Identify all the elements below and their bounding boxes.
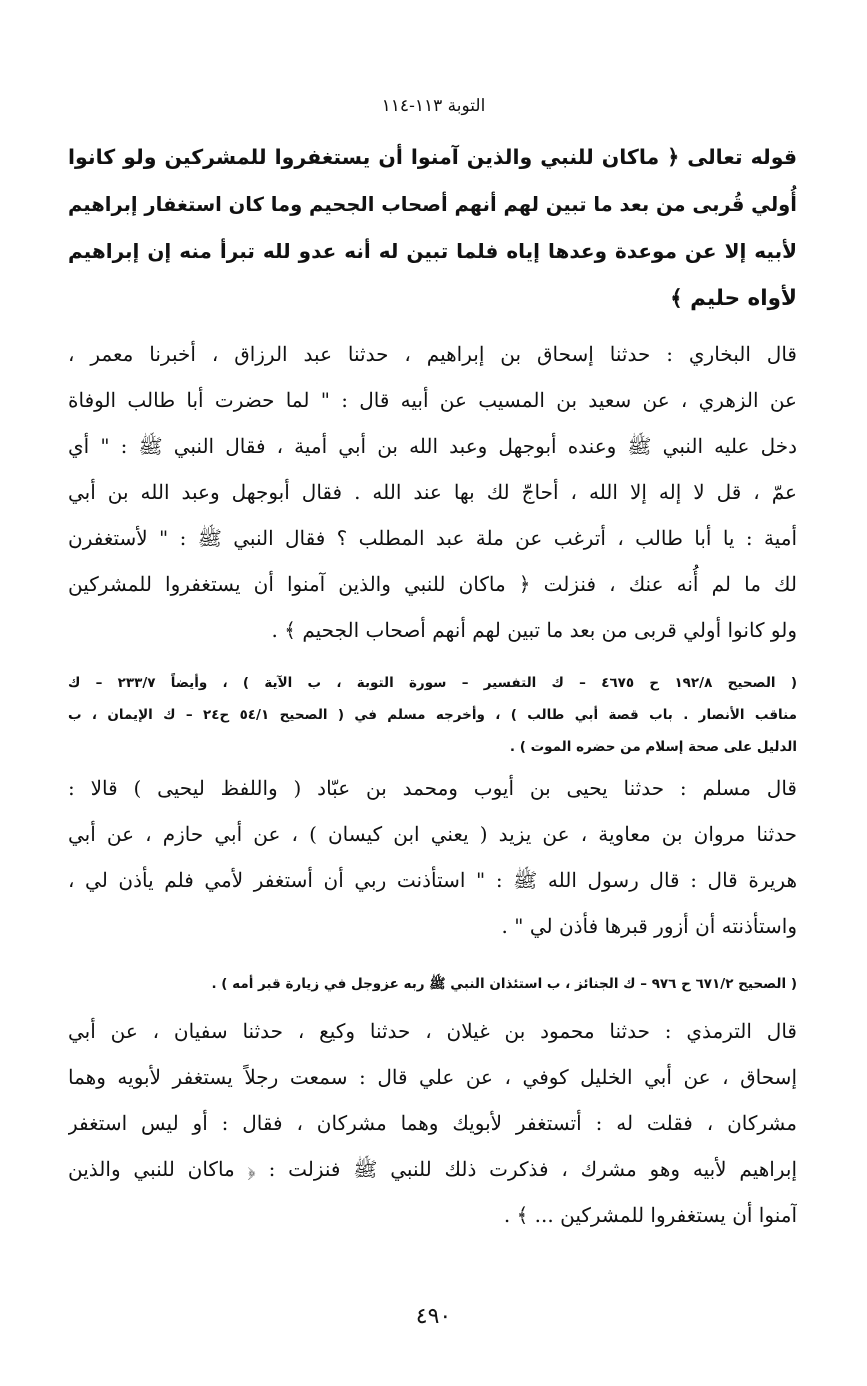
- verse-line: لأبيه إلا عن موعدة وعدها إياه فلما تبين له أنه عدو لله تبرأ منه إن إبراهيم: [68, 239, 797, 263]
- verse-block: [68, 134, 797, 322]
- hadith-line: قال الترمذي : حدثنا محمود بن غيلان ، حدثنا وكيع ، حدثنا سفيان ، عن أبي: [68, 1019, 797, 1043]
- reference-line: ( الصحيح ١٩٢/٨ ح ٤٦٧٥ – ك التفسير – سورة التوبة ، ب الآية ) ، وأيضاً ٢٣٣/٧ – ك: [68, 675, 797, 691]
- hadith-line: عمّ ، قل لا إله إلا الله ، أحاجّ لك بها عند الله . فقال أبوجهل وعبد الله بن أبي: [68, 480, 797, 504]
- hadith-line: واستأذنته أن أزور قبرها فأذن لي " .: [501, 914, 797, 938]
- hadith-line: قال البخاري : حدثنا إسحاق بن إبراهيم ، حدثنا عبد الرزاق ، أخبرنا معمر ،: [68, 342, 797, 366]
- bukhari-hadith: [68, 331, 797, 653]
- verse-line: لأواه حليم ﴾: [670, 286, 797, 311]
- hadith-line: إبراهيم لأبيه وهو مشرك ، فذكرت ذلك للنبي ﷺ فنزلت : ﴿ ماكان للنبي والذين: [68, 1157, 797, 1181]
- verse-line: أُولي قُربى من بعد ما تبين لهم أنهم أصحاب الجحيم وما كان استغفار إبراهيم: [68, 193, 797, 216]
- reference-line: مناقب الأنصار . باب قصة أبي طالب ) ، وأخرجه مسلم في ( الصحيح ٥٤/١ ح٢٤ – ك الإيمان ، ب: [68, 707, 797, 723]
- hadith-line: هريرة قال : قال رسول الله ﷺ : " استأذنت ربي أن أستغفر لأمي فلم يأذن لي ،: [68, 868, 797, 892]
- verse-line: قوله تعالى ﴿ ماكان للنبي والذين آمنوا أن يستغفروا للمشركين ولو كانوا: [68, 145, 797, 169]
- hadith-line: دخل عليه النبي ﷺ وعنده أبوجهل وعبد الله بن أبي أمية ، فقال النبي ﷺ : " أي: [68, 434, 797, 458]
- hadith-line: مشركان ، فقلت له : أتستغفر لأبويك وهما مشركان ، فقال : أو ليس استغفر: [68, 1111, 797, 1135]
- reference-line: ( الصحيح ٦٧١/٢ ح ٩٧٦ – ك الجنائز ، ب استئذان النبي ﷺ ربه عزوجل في زيارة قبر أمه ) .: [211, 976, 797, 992]
- reference-line: الدليل على صحة إسلام من حضره الموت ) .: [509, 739, 797, 755]
- hadith-line: عن الزهري ، عن سعيد بن المسيب عن أبيه قال : " لما حضرت أبا طالب الوفاة: [68, 388, 797, 412]
- muslim-hadith: [68, 765, 797, 949]
- hadith-line: آمنوا أن يستغفروا للمشركين ... ﴾ .: [503, 1203, 797, 1227]
- hadith-line: حدثنا مروان بن معاوية ، عن يزيد ( يعني ابن كيسان ) ، عن أبي حازم ، عن أبي: [68, 822, 797, 846]
- tirmidhi-hadith: [68, 1008, 797, 1238]
- page-number: ٤٩٠: [415, 1304, 452, 1329]
- hadith-line: لك ما لم أُنه عنك ، فنزلت ﴿ ماكان للنبي والذين آمنوا أن يستغفروا للمشركين: [68, 572, 797, 596]
- hadith-line: أمية : يا أبا طالب ، أترغب عن ملة عبد المطلب ؟ فقال النبي ﷺ : " لأستغفرن: [68, 526, 797, 550]
- hadith-line: إسحاق ، عن أبي الخليل كوفي ، عن علي قال : سمعت رجلاً يستغفر لأبويه وهما: [68, 1065, 797, 1089]
- bukhari-reference: [68, 667, 797, 763]
- running-header: التوبة ١١٣-١١٤: [381, 96, 486, 116]
- muslim-reference: [68, 968, 797, 1000]
- hadith-line: قال مسلم : حدثنا يحيى بن أيوب ومحمد بن عبّاد ( واللفظ ليحيى ) قالا :: [68, 776, 797, 800]
- hadith-line: ولو كانوا أولي قربى من بعد ما تبين لهم أنهم أصحاب الجحيم ﴾ .: [271, 618, 797, 642]
